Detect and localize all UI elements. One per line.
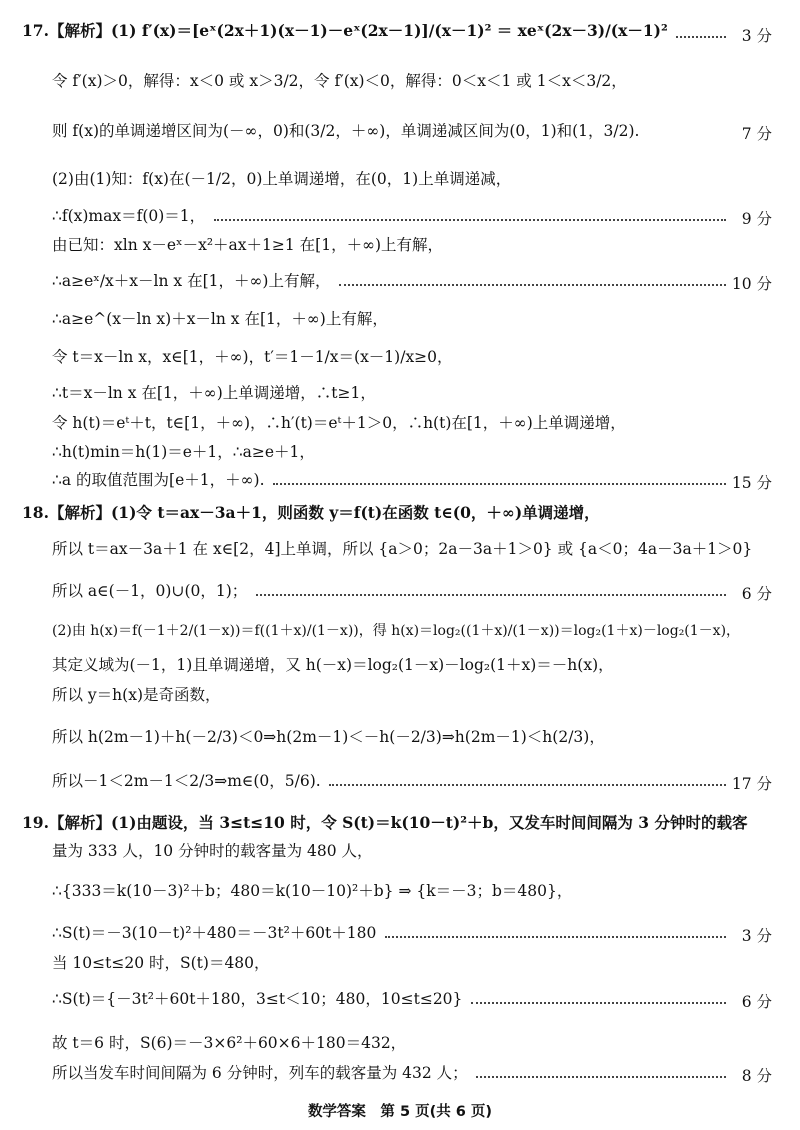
line-text: ∴S(t)＝－3(10－t)²＋480＝－3t²＋60t＋180 — [52, 924, 377, 942]
line-19-7 — [0, 1032, 800, 1062]
line-text: 由已知：xln x－eˣ－x²＋ax＋1≥1 在[1，＋∞)上有解， — [52, 236, 444, 254]
line-17-7 — [0, 270, 800, 300]
line-18-6 — [0, 684, 800, 714]
line-19-3 — [0, 880, 800, 910]
line-19-4 — [0, 922, 800, 952]
line-text: 其定义域为(－1，1)且单调递增，又 h(－x)＝log₂(1－x)－log₂(1＋x)＝－h(x)， — [52, 656, 614, 674]
score-label: 8 分 — [741, 1067, 772, 1085]
line-19-1 — [0, 812, 800, 842]
line-text: (2)由(1)知：f(x)在(－1/2，0)上单调递增，在(0，1)上单调递减， — [52, 170, 512, 188]
line-text: 19.【解析】(1)由题设，当 3≤t≤10 时，令 S(t)＝k(10－t)²＋b，又发车时间间隔为 3 分钟时的载客 — [22, 813, 748, 832]
score-label: 10 分 — [731, 275, 772, 293]
line-text: 所以 t＝ax－3a＋1 在 x∈[2，4]上单调，所以 {a＞0；2a－3a＋1＞0} 或 {a＜0；4a－3a＋1＞0} — [52, 540, 753, 558]
line-17-8 — [0, 308, 800, 338]
score-label: 3 分 — [741, 27, 772, 45]
line-text: ∴h(t)min＝h(1)＝e＋1，∴a≥e＋1， — [52, 443, 315, 461]
line-18-8 — [0, 770, 800, 800]
line-text: 18.【解析】(1)令 t＝ax－3a＋1，则函数 y＝f(t)在函数 t∈(0，＋∞)单调递增， — [22, 503, 600, 522]
line-text: 所以 a∈(－1，0)∪(0，1)； — [52, 582, 248, 600]
score-label: 15 分 — [731, 474, 772, 492]
line-17-11 — [0, 412, 800, 442]
score-label: 6 分 — [741, 993, 772, 1011]
line-text: 则 f(x)的单调递增区间为(－∞，0)和(3/2，＋∞)，单调递减区间为(0，1)和(1，3/2). — [52, 122, 640, 140]
dot-leader — [214, 219, 726, 221]
dot-leader — [273, 483, 726, 485]
line-19-8 — [0, 1062, 800, 1092]
line-text: ∴t＝x－ln x 在[1，＋∞)上单调递增，∴t≥1， — [52, 384, 376, 402]
line-17-4 — [0, 168, 800, 198]
line-text: 令 f′(x)＞0，解得：x＜0 或 x＞3/2，令 f′(x)＜0，解得：0＜x＜1 或 1＜x＜3/2， — [52, 72, 627, 90]
line-17-5 — [0, 205, 800, 235]
score-label: 7 分 — [741, 125, 772, 143]
line-17-9 — [0, 346, 800, 376]
dot-leader — [329, 784, 726, 786]
page-footer: 数学答案 第 5 页(共 6 页) — [307, 1104, 493, 1120]
dot-leader — [339, 284, 726, 286]
line-text: 故 t＝6 时，S(6)＝－3×6²＋60×6＋180＝432， — [52, 1034, 407, 1052]
line-text: 所以 y＝h(x)是奇函数， — [52, 686, 221, 704]
dot-leader — [471, 1002, 726, 1004]
line-text: (2)由 h(x)＝f(－1＋2/(1－x))＝f((1＋x)/(1－x))，得 h(x)＝log₂((1＋x)/(1－x))＝log₂(1＋x)－log₂(1－x)， — [52, 623, 741, 639]
line-text: 所以 h(2m－1)＋h(－2/3)＜0⇒h(2m－1)＜－h(－2/3)⇒h(2m－1)＜h(2/3)， — [52, 728, 605, 746]
score-label: 9 分 — [741, 210, 772, 228]
line-17-12 — [0, 441, 800, 471]
dot-leader — [476, 1076, 726, 1078]
dot-leader — [676, 36, 726, 38]
line-text: ∴f(x)max＝f(0)＝1， — [52, 207, 206, 225]
line-19-5 — [0, 952, 800, 982]
line-18-5 — [0, 654, 800, 684]
line-text: ∴a≥eˣ/x＋x－ln x 在[1，＋∞)上有解， — [52, 272, 331, 290]
line-text: 所以当发车时间间隔为 6 分钟时，列车的载客量为 432 人； — [52, 1064, 468, 1082]
line-19-2 — [0, 840, 800, 870]
line-18-7 — [0, 726, 800, 756]
line-text: 令 t＝x－ln x，x∈[1，＋∞)，t′＝1－1/x＝(x－1)/x≥0， — [52, 348, 453, 366]
line-18-4 — [0, 620, 800, 650]
score-label: 6 分 — [741, 585, 772, 603]
line-text: 量为 333 人，10 分钟时的载客量为 480 人， — [52, 842, 373, 860]
line-text: ∴a≥e^(x－ln x)＋x－ln x 在[1，＋∞)上有解， — [52, 310, 388, 328]
line-text: 当 10≤t≤20 时，S(t)＝480， — [52, 954, 270, 972]
line-18-1 — [0, 502, 800, 532]
line-17-2 — [0, 70, 800, 100]
line-text: ∴{333＝k(10－3)²＋b；480＝k(10－10)²＋b} ⇒ {k＝－3；b＝480}， — [52, 882, 573, 900]
line-text: 所以－1＜2m－1＜2/3⇒m∈(0，5/6). — [52, 772, 321, 790]
line-text: ∴a 的取值范围为[e＋1，＋∞). — [52, 471, 265, 489]
line-text: 令 h(t)＝eᵗ＋t，t∈[1，＋∞)，∴h′(t)＝eᵗ＋1＞0，∴h(t)在[1，＋∞)上单调递增， — [52, 414, 626, 432]
line-17-10 — [0, 382, 800, 412]
dot-leader — [256, 594, 726, 596]
line-17-13 — [0, 469, 800, 499]
line-17-1 — [0, 20, 800, 50]
score-label: 3 分 — [741, 927, 772, 945]
line-text: 17.【解析】(1) f′(x)＝[eˣ(2x＋1)(x－1)－eˣ(2x－1)]/(x－1)² ＝ xeˣ(2x－3)/(x－1)² — [22, 21, 668, 40]
line-18-3 — [0, 580, 800, 610]
dot-leader — [385, 936, 726, 938]
score-label: 17 分 — [731, 775, 772, 793]
line-17-3 — [0, 120, 800, 150]
line-19-6 — [0, 988, 800, 1018]
line-text: ∴S(t)＝{－3t²＋60t＋180，3≤t＜10；480，10≤t≤20} — [52, 990, 463, 1008]
line-17-6 — [0, 234, 800, 264]
line-18-2 — [0, 538, 800, 568]
